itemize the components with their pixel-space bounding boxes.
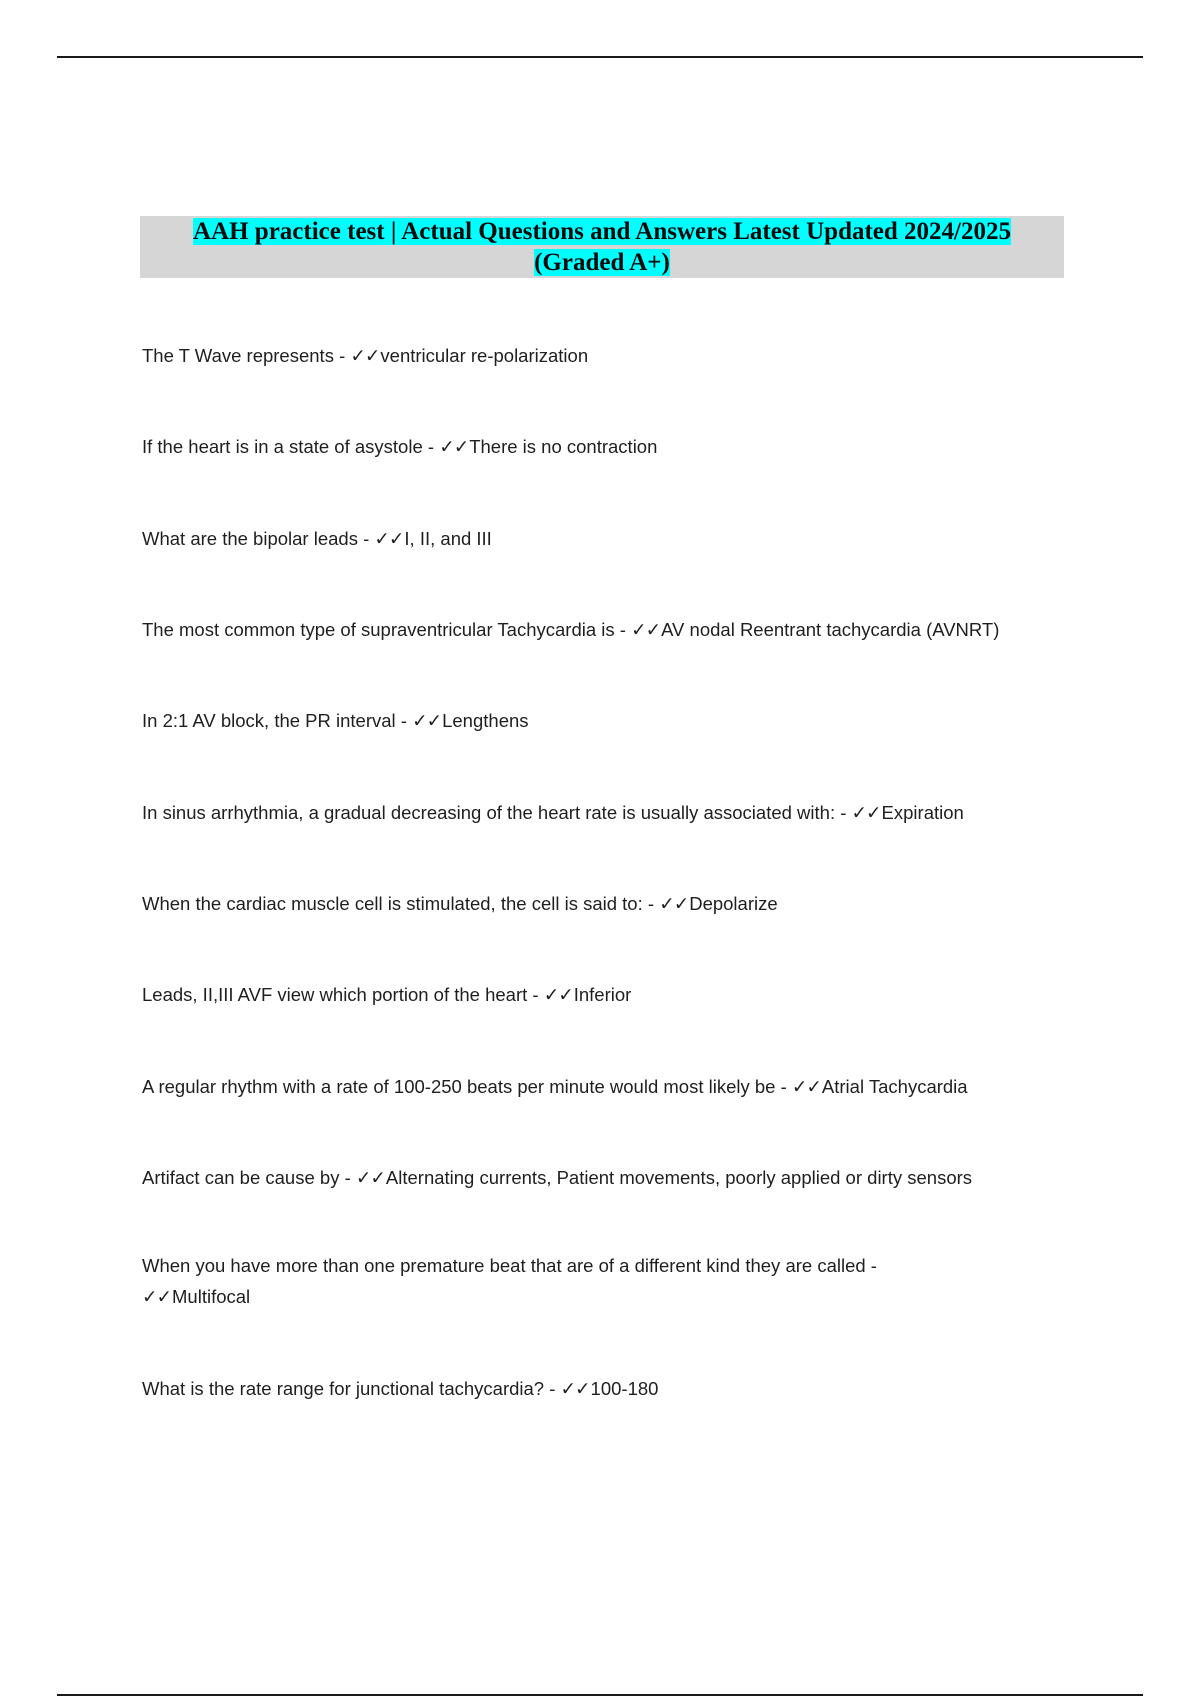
qa-item xyxy=(142,1250,962,1312)
question-text: In 2:1 AV block, the PR interval - xyxy=(142,710,413,731)
answer-text: There is no contraction xyxy=(469,436,658,457)
title-line-1: AAH practice test | Actual Questions and Answers Latest Updated 2024/2025 xyxy=(193,218,1011,245)
question-text: In sinus arrhythmia, a gradual decreasing of the heart rate is usually associated with: - xyxy=(142,802,852,823)
bottom-rule xyxy=(57,1694,1143,1696)
question-text: Leads, II,III AVF view which portion of the heart - xyxy=(142,984,544,1005)
double-check-icon: ✓✓ xyxy=(791,1076,821,1097)
answer-text: ventricular re-polarization xyxy=(380,345,589,366)
double-check-icon: ✓✓ xyxy=(439,436,469,457)
answer-text: Multifocal xyxy=(172,1286,251,1307)
question-text: The T Wave represents - xyxy=(142,345,351,366)
double-check-icon: ✓✓ xyxy=(659,893,689,914)
qa-item xyxy=(142,431,1072,462)
top-rule xyxy=(57,56,1143,58)
qa-item xyxy=(142,705,1072,736)
answer-text: Depolarize xyxy=(689,893,778,914)
answer-text: Inferior xyxy=(573,984,632,1005)
double-check-icon: ✓✓ xyxy=(543,984,573,1005)
question-text: When the cardiac muscle cell is stimulated, the cell is said to: - xyxy=(142,893,660,914)
question-text: The most common type of supraventricular Tachycardia is - xyxy=(142,619,632,640)
qa-item xyxy=(142,614,1072,645)
answer-text: 100-180 xyxy=(590,1378,659,1399)
qa-item xyxy=(142,1071,1072,1102)
qa-item xyxy=(142,888,1072,919)
answer-text: AV nodal Reentrant tachycardia (AVNRT) xyxy=(661,619,1000,640)
question-text: If the heart is in a state of asystole - xyxy=(142,436,440,457)
question-text: A regular rhythm with a rate of 100-250 beats per minute would most likely be - xyxy=(142,1076,792,1097)
double-check-icon: ✓✓ xyxy=(560,1378,590,1399)
double-check-icon: ✓✓ xyxy=(631,619,661,640)
qa-item xyxy=(142,523,1072,554)
double-check-icon: ✓✓ xyxy=(374,528,404,549)
qa-item xyxy=(142,797,1072,828)
double-check-icon: ✓✓ xyxy=(142,1286,172,1307)
double-check-icon: ✓✓ xyxy=(412,710,442,731)
qa-item xyxy=(142,1373,1072,1404)
question-text: What are the bipolar leads - xyxy=(142,528,375,549)
answer-text: Atrial Tachycardia xyxy=(821,1076,968,1097)
qa-item xyxy=(142,979,1072,1010)
double-check-icon: ✓✓ xyxy=(350,345,380,366)
question-text: When you have more than one premature beat that are of a different kind they are called - xyxy=(142,1255,877,1276)
answer-text: Expiration xyxy=(881,802,964,823)
title-line-2: (Graded A+) xyxy=(534,249,670,276)
question-text: Artifact can be cause by - xyxy=(142,1167,356,1188)
double-check-icon: ✓✓ xyxy=(355,1167,385,1188)
double-check-icon: ✓✓ xyxy=(851,802,881,823)
question-text: What is the rate range for junctional tachycardia? - xyxy=(142,1378,561,1399)
answer-text: Lengthens xyxy=(442,710,529,731)
answer-text: I, II, and III xyxy=(404,528,492,549)
document-title xyxy=(140,216,1064,278)
answer-text: Alternating currents, Patient movements, poorly applied or dirty sensors xyxy=(385,1167,973,1188)
qa-item xyxy=(142,1162,1072,1193)
qa-item xyxy=(142,340,1072,371)
